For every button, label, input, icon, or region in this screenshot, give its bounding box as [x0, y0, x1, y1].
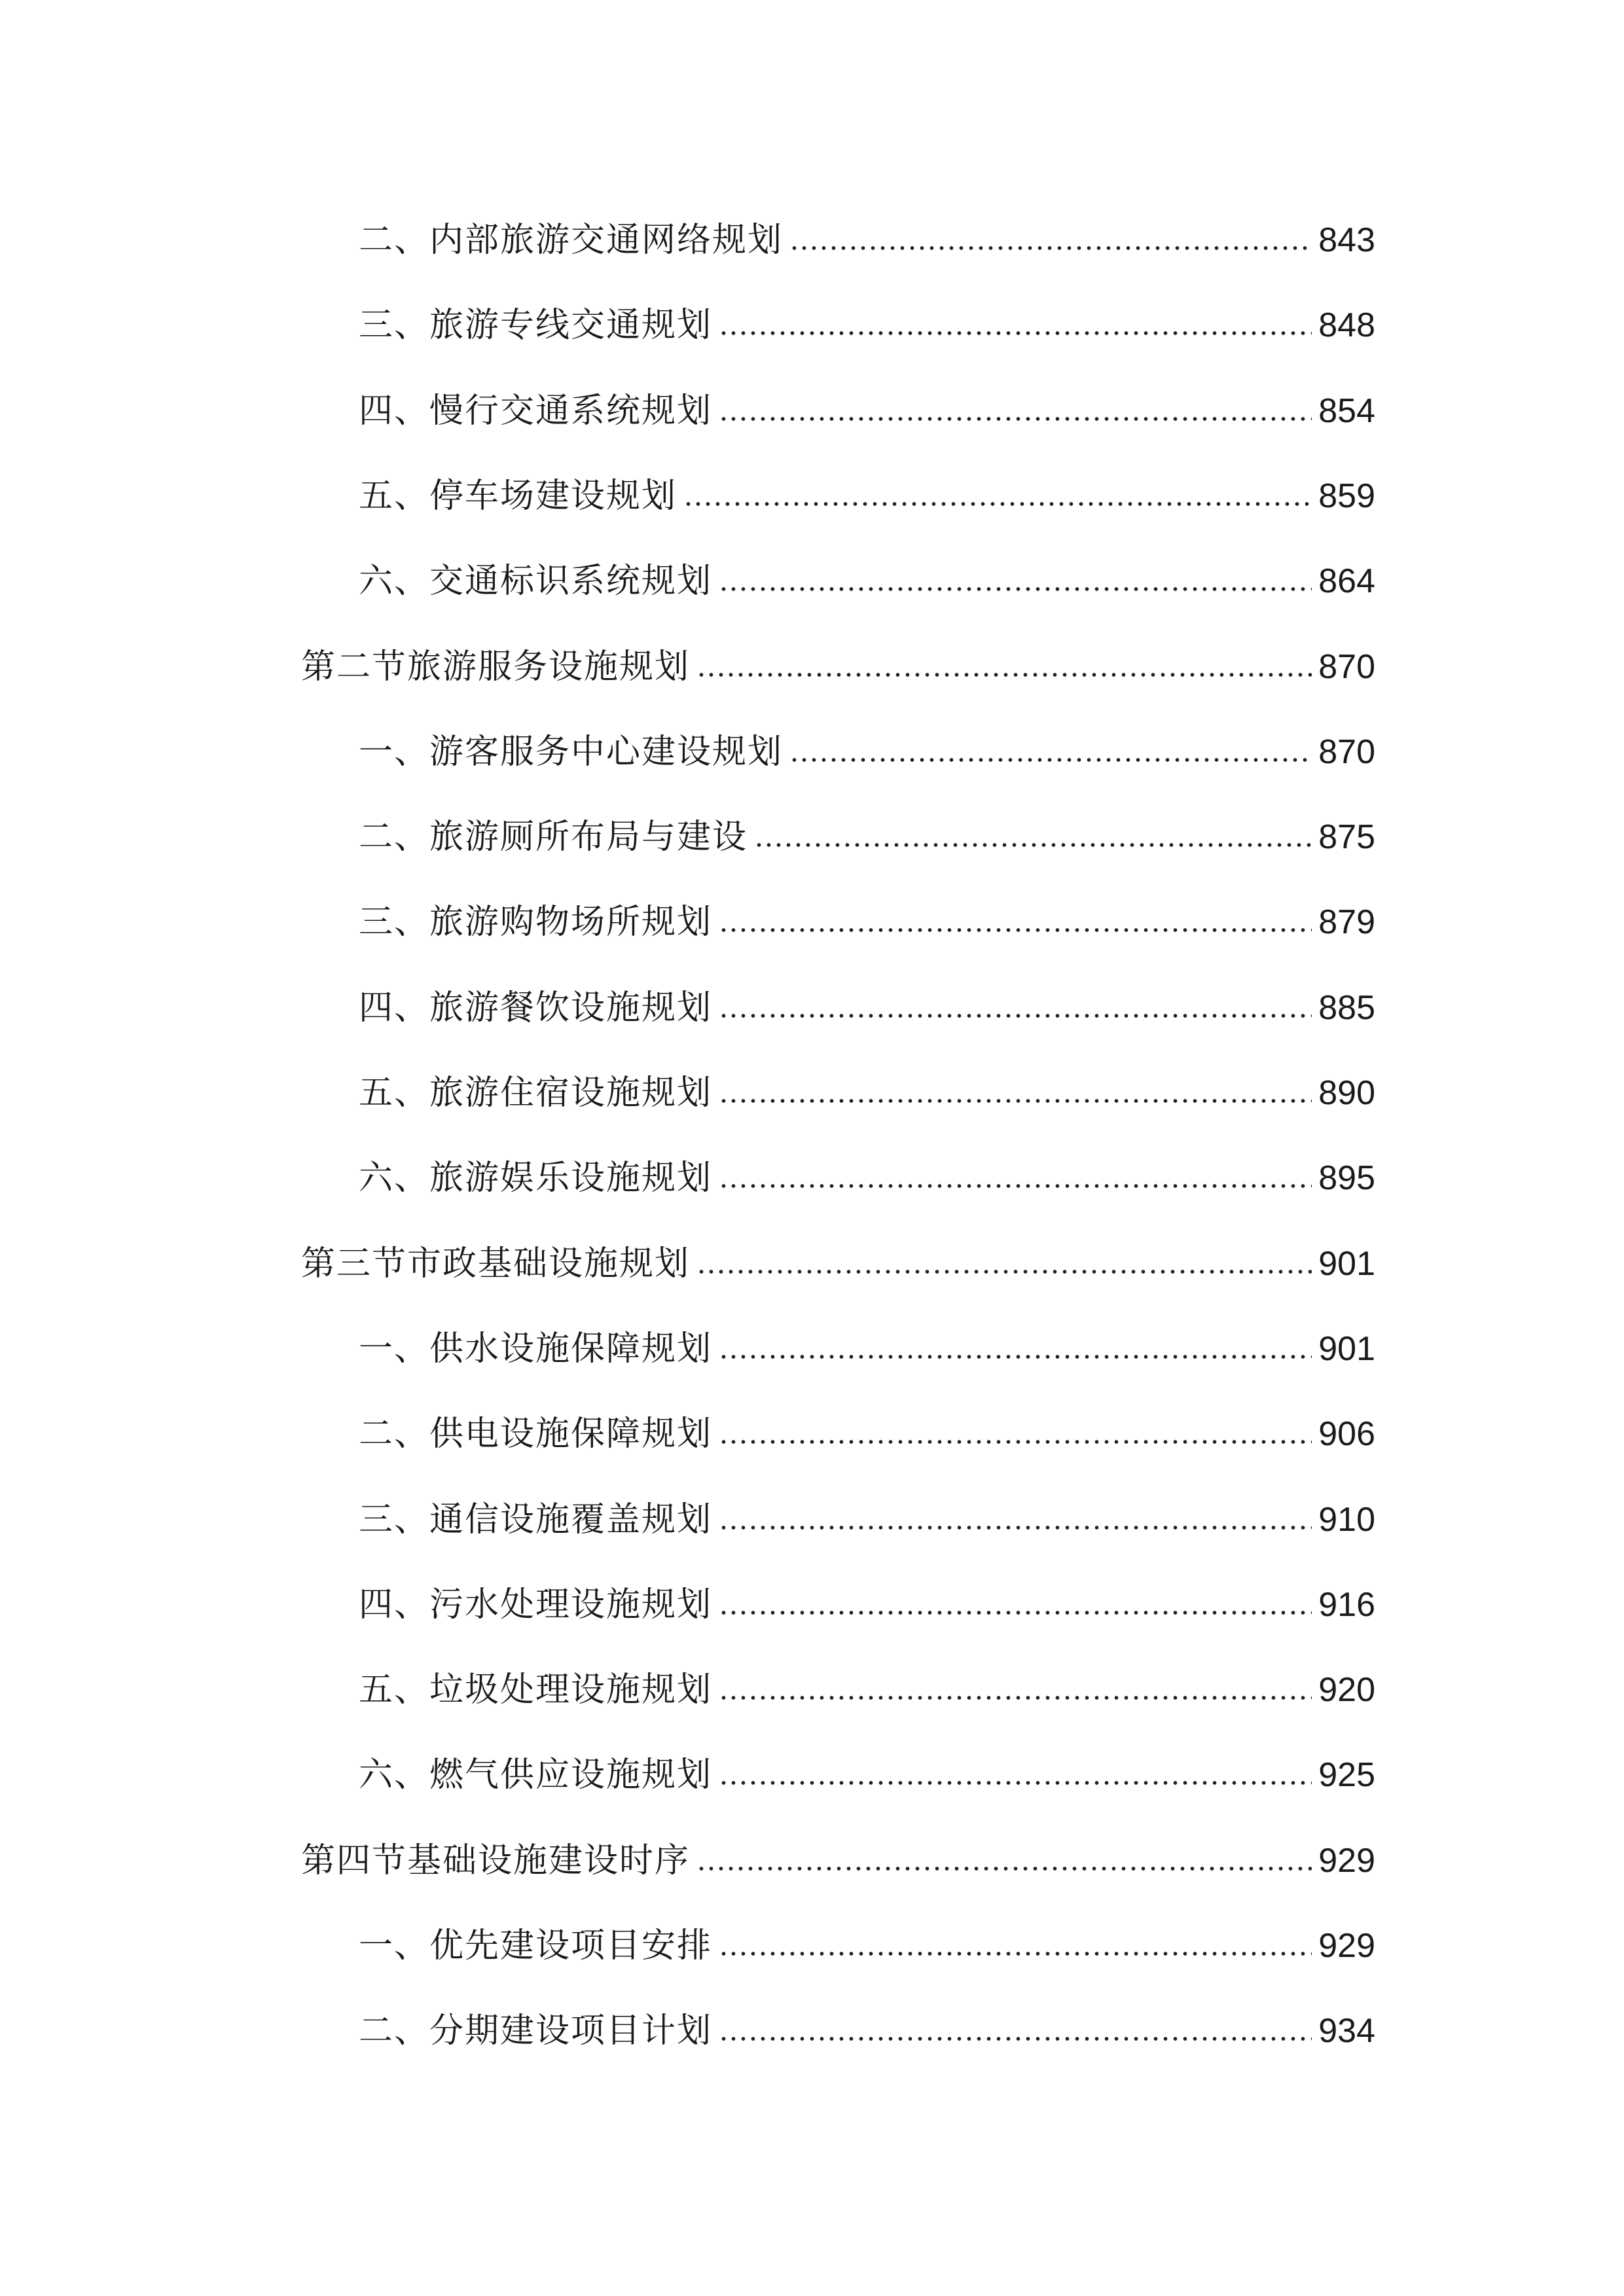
toc-dot-leader: [719, 1354, 1312, 1359]
toc-dot-leader: [696, 1866, 1312, 1871]
toc-dot-leader: [683, 501, 1312, 507]
toc-page-number: 920: [1318, 1671, 1375, 1710]
toc-entry-title: 六、燃气供应设施规划: [359, 1755, 713, 1795]
toc-page-number: 875: [1318, 818, 1375, 857]
toc-entry-title: 三、通信设施覆盖规划: [359, 1499, 713, 1539]
toc-subsection-entry[interactable]: [0, 378, 1624, 444]
toc-dot-leader: [719, 1439, 1312, 1444]
toc-page-number: 885: [1318, 988, 1375, 1027]
toc-entry-line: [301, 1828, 1375, 1893]
toc-entry-line: [359, 463, 1375, 529]
toc-entry-line: [359, 1316, 1375, 1382]
toc-dot-leader: [719, 1098, 1312, 1103]
toc-subsection-entry[interactable]: [0, 1572, 1624, 1638]
toc-entry-line: [359, 1401, 1375, 1467]
toc-page-number: 929: [1318, 1927, 1375, 1965]
toc-dot-leader: [719, 1525, 1312, 1530]
toc-entry-title: 六、交通标识系统规划: [359, 562, 713, 601]
toc-entry-line: [359, 548, 1375, 614]
toc-dot-leader: [696, 1269, 1312, 1274]
toc-dot-leader: [719, 1183, 1312, 1189]
toc-subsection-entry[interactable]: [0, 1145, 1624, 1211]
toc-entry-title: 二、分期建设项目计划: [359, 2011, 713, 2051]
toc-dot-leader: [789, 245, 1312, 251]
toc-page-number: 870: [1318, 732, 1375, 771]
toc-dot-leader: [719, 586, 1312, 592]
toc-page-number: 890: [1318, 1074, 1375, 1112]
toc-entry-title: 五、垃圾处理设施规划: [359, 1670, 713, 1710]
toc-page-number: 895: [1318, 1159, 1375, 1198]
toc-entry-title: 三、旅游购物场所规划: [359, 903, 713, 942]
toc-dot-leader: [719, 1780, 1312, 1785]
toc-page-number: 843: [1318, 221, 1375, 259]
toc-dot-leader: [754, 842, 1312, 848]
toc-entry-line: [359, 975, 1375, 1041]
toc-dot-leader: [719, 331, 1312, 336]
toc-entry-title: 二、供电设施保障规划: [359, 1414, 713, 1454]
toc-page-number: 910: [1318, 1500, 1375, 1539]
toc-page-number: 929: [1318, 1841, 1375, 1880]
toc-subsection-entry[interactable]: [0, 293, 1624, 358]
toc-dot-leader: [719, 1695, 1312, 1700]
toc-entry-title: 四、污水处理设施规划: [359, 1585, 713, 1624]
toc-page-number: 870: [1318, 647, 1375, 686]
toc-subsection-entry[interactable]: [0, 889, 1624, 955]
toc-entry-line: [359, 378, 1375, 444]
toc-dot-leader: [719, 2036, 1312, 2041]
toc-dot-leader: [719, 1013, 1312, 1018]
toc-entry-line: [359, 1145, 1375, 1211]
toc-entry-line: [359, 1913, 1375, 1979]
toc-entry-title: 六、旅游娱乐设施规划: [359, 1158, 713, 1198]
toc-entry-line: [359, 1657, 1375, 1723]
toc-entry-title: 五、停车场建设规划: [359, 476, 677, 516]
toc-entry-title: 二、内部旅游交通网络规划: [359, 221, 784, 260]
toc-entry-line: [359, 1572, 1375, 1638]
toc-page-number: 925: [1318, 1756, 1375, 1795]
toc-subsection-entry[interactable]: [0, 548, 1624, 614]
toc-entry-title: 二、旅游厕所布局与建设: [359, 817, 748, 857]
toc-page-number: 848: [1318, 306, 1375, 345]
toc-entry-line: [359, 1998, 1375, 2064]
toc-entry-line: [359, 719, 1375, 785]
toc-entry-line: [359, 1060, 1375, 1126]
toc-subsection-entry[interactable]: [0, 1060, 1624, 1126]
toc-entry-title: 一、优先建设项目安排: [359, 1926, 713, 1965]
toc-entry-line: [359, 804, 1375, 870]
toc-subsection-entry[interactable]: [0, 1657, 1624, 1723]
toc-entry-title: 五、旅游住宿设施规划: [359, 1073, 713, 1113]
toc-entry-title: 三、旅游专线交通规划: [359, 306, 713, 346]
toc-entry-title: 一、供水设施保障规划: [359, 1329, 713, 1369]
toc-page-number: 934: [1318, 2012, 1375, 2051]
toc-page-number: 864: [1318, 562, 1375, 601]
toc-subsection-entry[interactable]: [0, 1401, 1624, 1467]
toc-section-entry[interactable]: [0, 1231, 1624, 1297]
toc-entry-line: [359, 1742, 1375, 1808]
toc-entry-line: [359, 1487, 1375, 1552]
toc-subsection-entry[interactable]: [0, 1998, 1624, 2064]
toc-entry-line: [359, 293, 1375, 358]
toc-subsection-entry[interactable]: [0, 804, 1624, 870]
toc-dot-leader: [719, 416, 1312, 422]
toc-page-number: 906: [1318, 1415, 1375, 1454]
toc-entry-line: [359, 889, 1375, 955]
toc-subsection-entry[interactable]: [0, 207, 1624, 273]
toc-section-entry[interactable]: [0, 634, 1624, 700]
toc-subsection-entry[interactable]: [0, 975, 1624, 1041]
toc-entry-title: 第二节旅游服务设施规划: [301, 647, 691, 687]
toc-subsection-entry[interactable]: [0, 463, 1624, 529]
toc-subsection-entry[interactable]: [0, 1742, 1624, 1808]
toc-page-number: 916: [1318, 1585, 1375, 1624]
toc-dot-leader: [719, 927, 1312, 933]
toc-entry-title: 一、游客服务中心建设规划: [359, 732, 784, 772]
toc-entry-title: 四、旅游餐饮设施规划: [359, 988, 713, 1028]
toc-entry-title: 第三节市政基础设施规划: [301, 1244, 691, 1283]
toc-page-number: 879: [1318, 903, 1375, 942]
toc-page-number: 854: [1318, 391, 1375, 430]
toc-entry-line: [359, 207, 1375, 273]
toc-dot-leader: [719, 1610, 1312, 1615]
toc-entry-title: 四、慢行交通系统规划: [359, 391, 713, 431]
toc-dot-leader: [719, 1951, 1312, 1956]
toc-subsection-entry[interactable]: [0, 1316, 1624, 1382]
toc-entry-line: [301, 1231, 1375, 1297]
toc-dot-leader: [696, 672, 1312, 677]
toc-entry-line: [301, 634, 1375, 700]
toc-section-entry[interactable]: [0, 1828, 1624, 1893]
toc-entry-title: 第四节基础设施建设时序: [301, 1840, 691, 1880]
toc-page-number: 901: [1318, 1244, 1375, 1283]
toc-subsection-entry[interactable]: [0, 1913, 1624, 1979]
toc-subsection-entry[interactable]: [0, 719, 1624, 785]
toc-subsection-entry[interactable]: [0, 1487, 1624, 1552]
toc-dot-leader: [789, 757, 1312, 762]
toc-page-number: 901: [1318, 1329, 1375, 1368]
toc-page-number: 859: [1318, 476, 1375, 515]
